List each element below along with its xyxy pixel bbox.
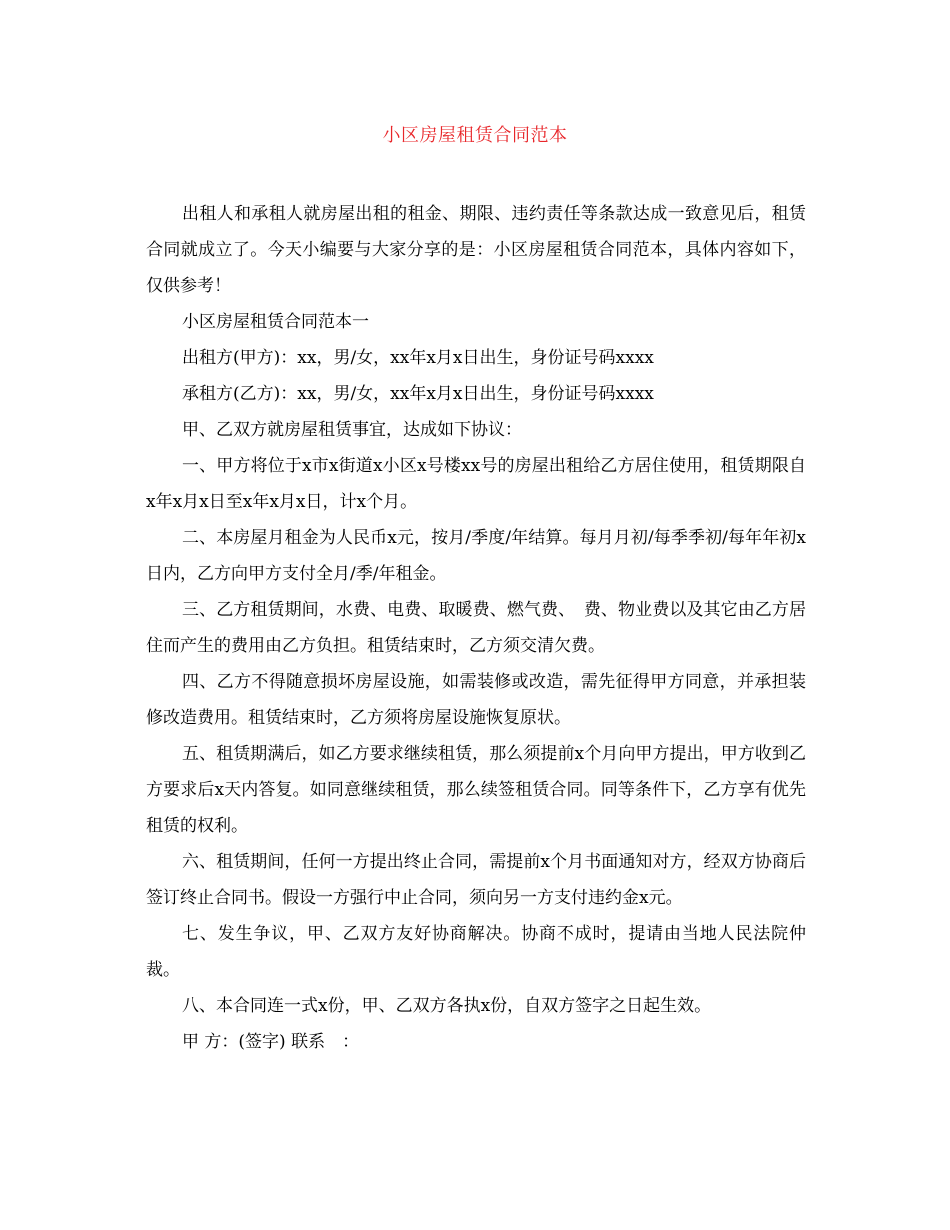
signature-line: 甲 方：(签字) 联系 ： <box>182 1032 360 1052</box>
clause-4: 四、乙方不得随意损坏房屋设施，如需装修或改造，需先征得甲方同意，并承担装修改造费用。租赁结束时，乙方须将房屋设施恢复原状。 <box>146 672 806 728</box>
clause-3: 三、乙方租赁期间，水费、电费、取暖费、燃气费、 费、物业费以及其它由乙方居住而产生的费用由乙方负担。租赁结束时，乙方须交清欠费。 <box>146 600 806 656</box>
agreement-lead: 甲、乙双方就房屋租赁事宜，达成如下协议： <box>182 420 522 440</box>
page-title: 小区房屋租赁合同范本 <box>382 125 568 146</box>
lessor-info: 出租方(甲方)：xx，男/女，xx年x月x日出生，身份证号码xxxx <box>182 348 654 368</box>
clause-7: 七、发生争议，甲、乙双方友好协商解决。协商不成时，提请由当地人民法院仲裁。 <box>146 924 806 980</box>
clause-8: 八、本合同连一式x份，甲、乙双方各执x份，自双方签字之日起生效。 <box>182 996 712 1016</box>
section-heading: 小区房屋租赁合同范本一 <box>182 312 369 332</box>
clause-6: 六、租赁期间，任何一方提出终止合同，需提前x个月书面通知对方，经双方协商后签订终止合同书。假设一方强行中止合同，须向另一方支付违约金x元。 <box>146 852 806 908</box>
lessee-info: 承租方(乙方)：xx，男/女，xx年x月x日出生，身份证号码xxxx <box>182 384 654 404</box>
clause-1: 一、甲方将位于x市x街道x小区x号楼xx号的房屋出租给乙方居住使用，租赁期限自x年x月x日至x年x月x日，计x个月。 <box>146 456 806 512</box>
intro-paragraph: 出租人和承租人就房屋出租的租金、期限、违约责任等条款达成一致意见后，租赁合同就成立了。今天小编要与大家分享的是：小区房屋租赁合同范本，具体内容如下，仅供参考！ <box>146 204 806 296</box>
clause-2: 二、本房屋月租金为人民币x元，按月/季度/年结算。每月月初/每季季初/每年年初x日内，乙方向甲方支付全月/季/年租金。 <box>146 528 806 584</box>
clause-5: 五、租赁期满后，如乙方要求继续租赁，那么须提前x个月向甲方提出，甲方收到乙方要求后x天内答复。如同意继续租赁，那么续签租赁合同。同等条件下，乙方享有优先租赁的权利。 <box>146 744 806 836</box>
document-body <box>146 196 806 1060</box>
